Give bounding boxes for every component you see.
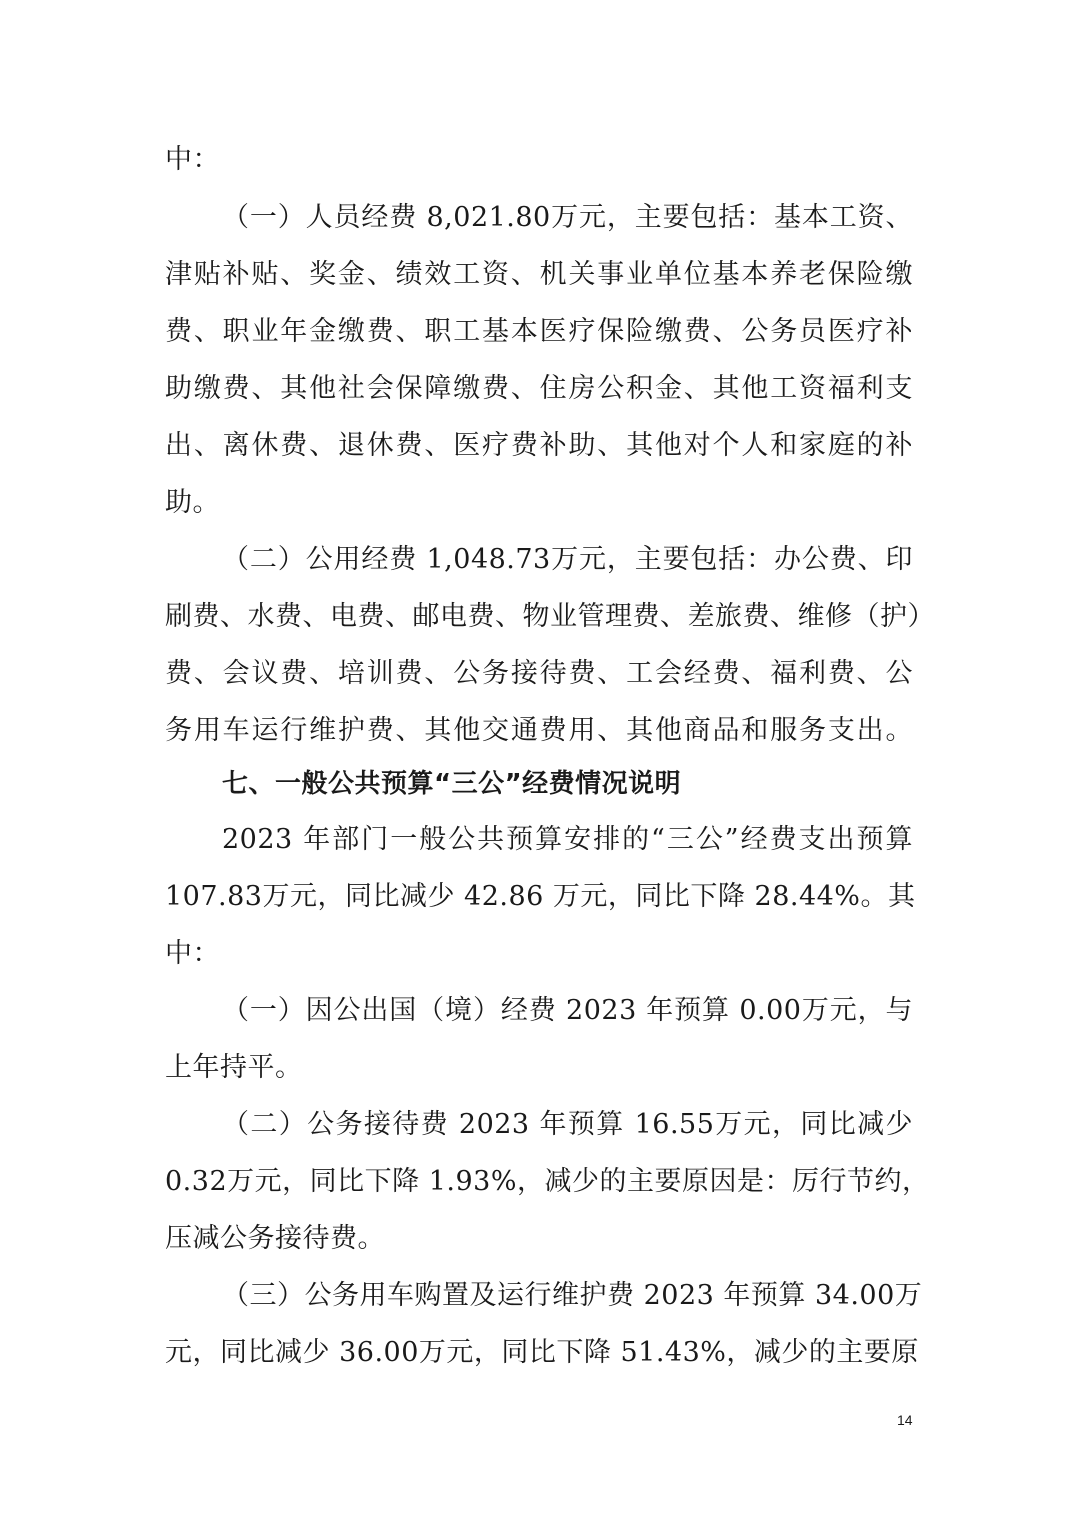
- text-line-11: 务用车运行维护费、其他交通费用、其他商品和服务支出。: [165, 715, 913, 746]
- text-line-20: 压减公务接待费。: [165, 1223, 385, 1254]
- text-line-15: 中：: [165, 938, 220, 969]
- text-line-5: 助缴费、其他社会保障缴费、住房公积金、其他工资福利支: [165, 373, 913, 404]
- text-line-14: 107.83万元，同比减少 42.86 万元，同比下降 28.44%。其: [165, 881, 916, 912]
- text-line-17: 上年持平。: [165, 1052, 303, 1083]
- text-line-13: 2023 年部门一般公共预算安排的“三公”经费支出预算: [222, 824, 913, 855]
- text-line-7: 助。: [165, 487, 220, 518]
- text-line-2: （一）人员经费 8,021.80万元，主要包括：基本工资、: [222, 202, 913, 233]
- text-line-4: 费、职业年金缴费、职工基本医疗保险缴费、公务员医疗补: [165, 316, 913, 347]
- text-line-9: 刷费、水费、电费、邮电费、物业管理费、差旅费、维修（护）: [165, 601, 935, 632]
- text-line-1: 中：: [165, 144, 220, 175]
- text-line-3: 津贴补贴、奖金、绩效工资、机关事业单位基本养老保险缴: [165, 259, 913, 290]
- text-line-19: 0.32万元，同比下降 1.93%，减少的主要原因是：厉行节约，: [165, 1166, 930, 1197]
- text-line-18: （二）公务接待费 2023 年预算 16.55万元，同比减少: [222, 1109, 913, 1140]
- page-number: 14: [897, 1412, 913, 1428]
- text-line-16: （一）因公出国（境）经费 2023 年预算 0.00万元，与: [222, 995, 913, 1026]
- text-line-10: 费、会议费、培训费、公务接待费、工会经费、福利费、公: [165, 658, 913, 689]
- text-line-6: 出、离休费、退休费、医疗费补助、其他对个人和家庭的补: [165, 430, 913, 461]
- text-line-21: （三）公务用车购置及运行维护费 2023 年预算 34.00万: [222, 1280, 923, 1311]
- text-line-8: （二）公用经费 1,048.73万元，主要包括：办公费、印: [222, 544, 913, 575]
- text-line-22: 元，同比减少 36.00万元，同比下降 51.43%，减少的主要原: [165, 1337, 919, 1368]
- section-heading: 七、一般公共预算“三公”经费情况说明: [222, 769, 682, 799]
